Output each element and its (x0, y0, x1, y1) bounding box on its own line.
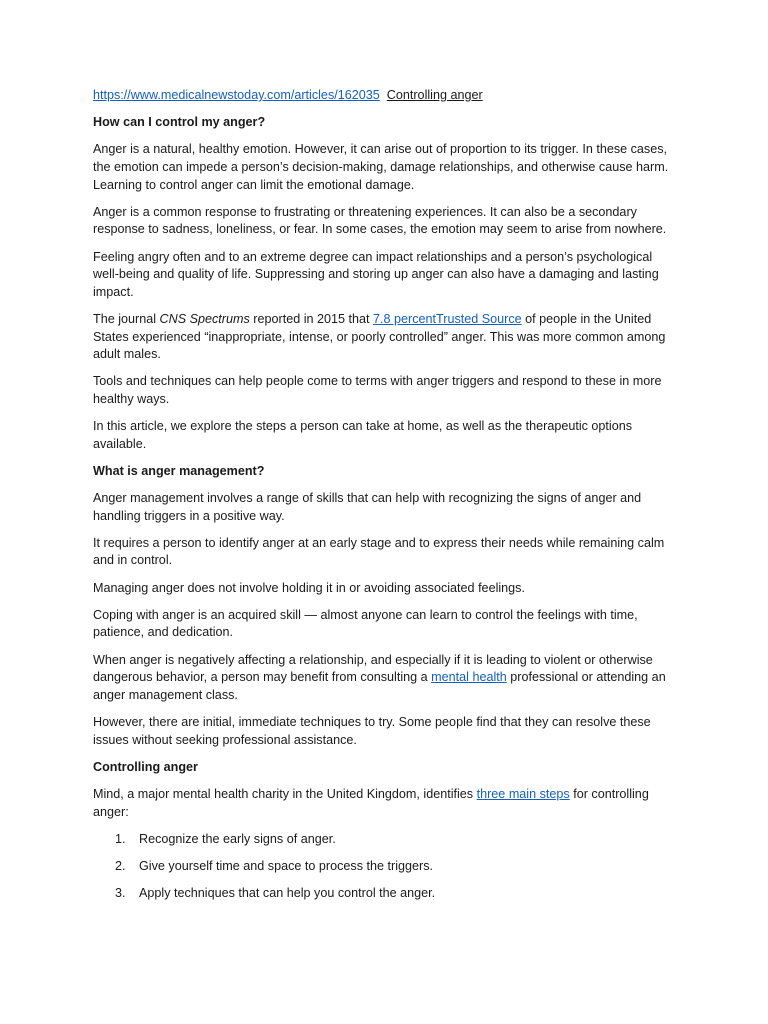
mental-health-link[interactable]: mental health (431, 670, 507, 685)
paragraph-2: Anger is a common response to frustrating or threatening experiences. It can also be a secondary response to sadness, loneliness, or fear. In some cases, the emotion may seem to arise from nowhere. (93, 204, 667, 237)
p4-text-mid: reported in 2015 that (249, 311, 374, 326)
heading-controlling-anger: Controlling anger (93, 759, 198, 774)
paragraph-11 (93, 652, 679, 705)
source-url-link[interactable]: https://www.medicalnewstoday.com/articles/162035 (93, 88, 380, 102)
p4-text-post: of people in the United States experienced “inappropriate, intense, or poorly controlled” anger. This was more common among adult males. (93, 311, 666, 362)
p11-text-post: professional or attending an anger management class. (93, 670, 666, 702)
p13-text-post: for controlling anger: (93, 786, 649, 819)
trusted-source-link[interactable]: 7.8 percentTrusted Source (373, 311, 522, 326)
paragraph-13 (93, 786, 679, 821)
steps-list (93, 831, 679, 903)
paragraph-3: Feeling angry often and to an extreme degree can impact relationships and a person’s psychological well-being and quality of life. Suppressing and storing up anger can also have a damaging and lasting impact. (93, 249, 659, 299)
paragraph-10: Coping with anger is an acquired skill — almost anyone can learn to control the feelings with time, patience, and dedication. (93, 607, 638, 640)
journal-name: CNS Spectrums (159, 311, 250, 326)
document-title: Controlling anger (386, 88, 483, 102)
p4-text-pre: The journal (93, 311, 160, 326)
heading-control-anger: How can I control my anger? (93, 115, 266, 130)
heading-anger-management: What is anger management? (93, 463, 265, 478)
paragraph-1: Anger is a natural, healthy emotion. However, it can arise out of proportion to its trigger. In these cases, the emotion can impede a person’s decision-making, damage relationships, and otherwise cause harm. Learning to control anger can limit the emotional damage. (93, 142, 669, 192)
list-item-number: 1. (115, 831, 126, 846)
list-item-number: 2. (115, 858, 126, 873)
list-item (93, 831, 679, 849)
list-item-text: Apply techniques that can help you control the anger. (139, 886, 436, 901)
paragraph-5: Tools and techniques can help people come to terms with anger triggers and respond to these in more healthy ways. (93, 374, 662, 406)
document-body (93, 87, 679, 903)
list-item-number: 3. (115, 886, 126, 901)
list-item (93, 885, 679, 903)
p13-text-pre: Mind, a major mental health charity in the United Kingdom, identifies (93, 786, 477, 801)
paragraph-6: In this article, we explore the steps a person can take at home, as well as the therapeutic options available. (93, 419, 633, 451)
p11-text-pre: When anger is negatively affecting a relationship, and especially if it is leading to violent or otherwise dangerous behavior, a person may benefit from consulting a (93, 652, 653, 685)
list-item-text: Give yourself time and space to process the triggers. (139, 858, 433, 873)
source-line (93, 87, 679, 105)
paragraph-12: However, there are initial, immediate techniques to try. Some people find that they can resolve these issues without seeking professional assistance. (93, 714, 651, 747)
three-main-steps-link[interactable]: three main steps (476, 786, 570, 801)
paragraph-8: It requires a person to identify anger at an early stage and to express their needs while remaining calm and in control. (93, 535, 665, 568)
paragraph-9: Managing anger does not involve holding it in or avoiding associated feelings. (93, 580, 525, 595)
list-item (93, 858, 679, 876)
paragraph-4 (93, 311, 679, 364)
list-item-text: Recognize the early signs of anger. (139, 831, 336, 846)
paragraph-7: Anger management involves a range of skills that can help with recognizing the signs of anger and handling triggers in a positive way. (93, 491, 642, 523)
